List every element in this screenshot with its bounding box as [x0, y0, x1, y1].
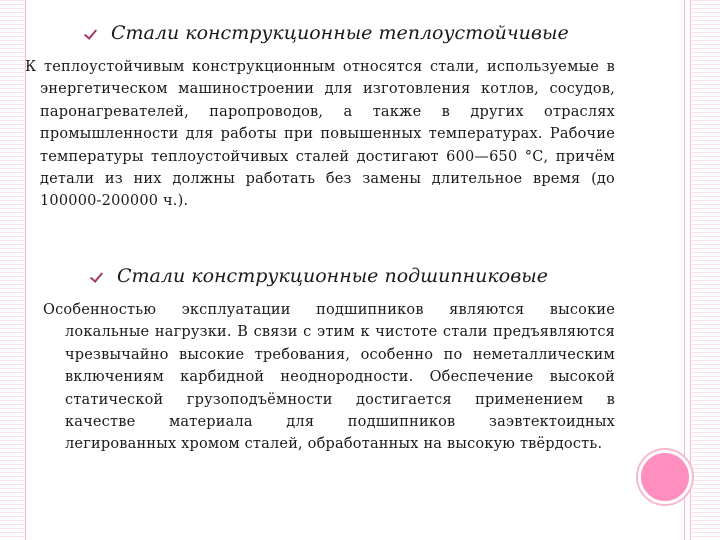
checkmark-bullet-icon: [86, 26, 99, 39]
decorative-pink-circle: [638, 450, 692, 504]
checkmark-bullet-icon: [92, 269, 105, 282]
paragraph-heat-resistant: К теплоустойчивым конструкционным относятся стали, используемые в энергетическом машиностроении для изготовления котлов, сосудов, паронагревателей, паропроводов, а также в других отраслях промышленности для работы при повышенных температурах. Рабочие температуры теплоустойчивых сталей достигают 600—650 °С, причём детали из них должны работать без замены длительное время (до 100000-200000 ч.).: [25, 59, 615, 210]
paragraph-bearing: Особенностью эксплуатации подшипников являются высокие локальные нагрузки. В связи с этим к чистоте стали предъявляются чрезвычайно высокие требования, особенно по неметаллическим включениям карбидной неоднородности. Обеспечение высокой статической грузоподъёмности достигается применением в качестве материала для подшипников заэвтектоидных легированных хромом сталей, обработанных на высокую твёрдость.: [43, 302, 615, 453]
right-striped-border: [692, 0, 720, 540]
heading-text: Стали конструкционные подшипниковые: [117, 265, 548, 287]
section-heading-bearing: [92, 265, 548, 287]
section-heading-heat-resistant: [86, 22, 569, 44]
right-border-line-inner: [690, 0, 691, 540]
left-striped-border: [0, 0, 25, 540]
heading-text: Стали конструкционные теплоустойчивые: [111, 22, 569, 44]
